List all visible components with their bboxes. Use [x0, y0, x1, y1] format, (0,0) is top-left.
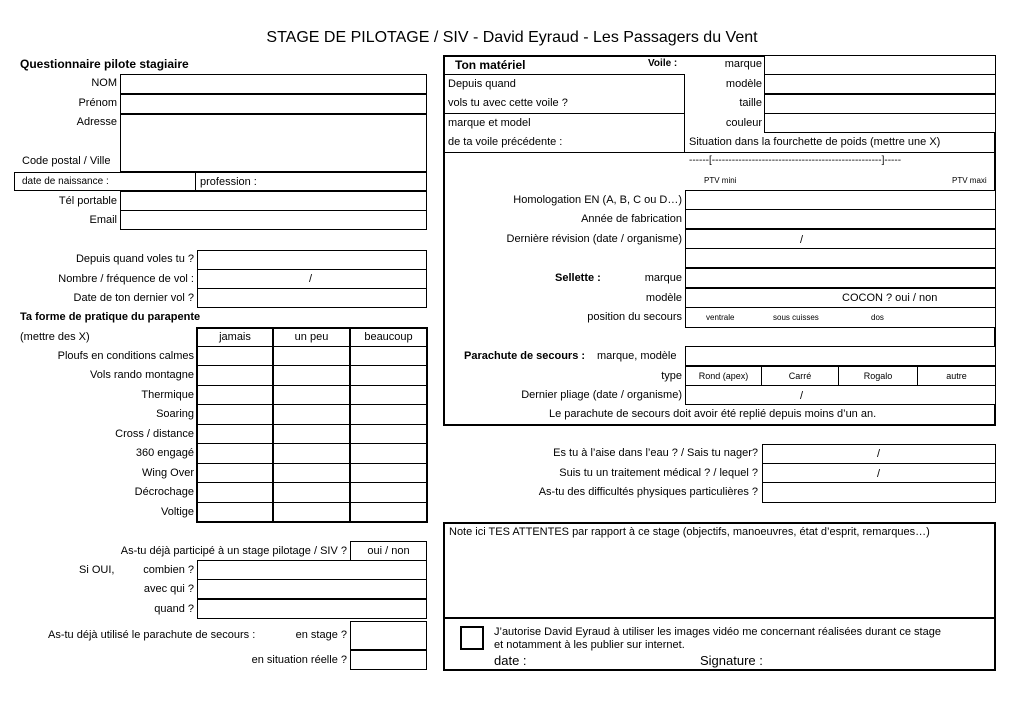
frequence-separator: / — [309, 273, 313, 285]
difficultes-label: As-tu des difficultés physiques particulières ? — [538, 486, 758, 498]
homologation-label: Homologation EN (A, B, C ou D…) — [513, 194, 682, 206]
si-oui-label: Si OUI, — [79, 564, 115, 576]
combien-label: combien ? — [143, 564, 194, 576]
marque-model-label-1: marque et model — [448, 117, 531, 129]
revision-separator: / — [800, 234, 804, 246]
sellette-label: Sellette : — [555, 272, 601, 284]
en-situation-label: en situation réelle ? — [251, 654, 347, 666]
row-label: Ploufs en conditions calmes — [57, 350, 194, 362]
autorisation-text-2: et notamment à les publier sur internet. — [494, 639, 685, 651]
materiel-blank-row — [685, 248, 996, 268]
revision-label: Dernière révision (date / organisme) — [506, 233, 682, 245]
page-title: STAGE DE PILOTAGE / SIV - David Eyraud - Les Passagers du Vent — [266, 29, 758, 46]
tel-label: Tél portable — [58, 195, 117, 207]
signature-label: Signature : — [700, 653, 763, 668]
pliage-separator: / — [800, 390, 804, 402]
type-label: type — [661, 370, 682, 382]
pratique-table — [196, 327, 428, 523]
en-stage-label: en stage ? — [295, 629, 347, 641]
voile-couleur-label: couleur — [725, 117, 762, 129]
frequence-label: Nombre / fréquence de vol : — [58, 273, 194, 285]
sellette-marque-field[interactable] — [685, 268, 996, 288]
voile-taille-label: taille — [739, 97, 762, 109]
row-label: Thermique — [141, 389, 194, 401]
voile-label: Voile : — [648, 58, 678, 69]
position-secours-label: position du secours — [587, 311, 682, 323]
voile-modele-label: modèle — [725, 78, 762, 90]
mettre-x-label: (mettre des X) — [20, 331, 90, 343]
questionnaire-heading: Questionnaire pilote stagiaire — [20, 57, 189, 71]
cocon-label[interactable]: COCON ? oui / non — [842, 292, 938, 304]
autorisation-checkbox[interactable] — [460, 626, 484, 650]
email-field[interactable] — [120, 210, 427, 230]
email-label: Email — [89, 214, 117, 226]
parachute-question-label: As-tu déjà utilisé le parachute de secours : — [48, 629, 256, 641]
sellette-marque-label: marque — [644, 272, 682, 284]
pratique-heading: Ta forme de pratique du parapente — [20, 311, 201, 323]
position-ventrale[interactable]: ventrale — [706, 313, 735, 322]
sellette-modele-label: modèle — [645, 292, 682, 304]
voile-taille-field[interactable] — [764, 94, 996, 114]
row-label: Décrochage — [134, 486, 194, 498]
pliage-label: Dernier pliage (date / organisme) — [521, 389, 682, 401]
eau-label: Es tu à l’aise dans l’eau ? / Sais tu nager? — [553, 447, 758, 459]
annee-field[interactable] — [685, 209, 996, 229]
col-jamais: jamais — [219, 331, 251, 343]
col-un-peu: un peu — [294, 331, 329, 343]
situation-label: Situation dans la fourchette de poids (mettre une X) — [689, 136, 941, 148]
code-postal-label: Code postal / Ville — [22, 155, 111, 167]
parachute-marque-field[interactable] — [685, 346, 996, 366]
depuis-quand-voile-label-1: Depuis quand — [448, 78, 516, 90]
eau-separator: / — [877, 448, 881, 460]
depuis-quand-field[interactable] — [197, 250, 427, 270]
voile-couleur-field[interactable] — [764, 113, 996, 133]
parachute-note: Le parachute de secours doit avoir été replié depuis moins d’un an. — [549, 408, 877, 420]
traitement-label: Suis tu un traitement médical ? / lequel ? — [559, 467, 758, 479]
position-sous-cuisses[interactable]: sous cuisses — [773, 313, 819, 322]
fourchette-scale[interactable]: ------[---------------------------------------------------]----- — [689, 155, 902, 166]
parachute-marque-label: marque, modèle — [597, 350, 677, 362]
profession-label: profession : — [200, 176, 257, 188]
annee-label: Année de fabrication — [581, 213, 682, 225]
parachute-label: Parachute de secours : — [464, 350, 586, 362]
type-autre[interactable]: autre — [946, 371, 967, 381]
prenom-field[interactable] — [120, 94, 427, 114]
row-label: Voltige — [160, 506, 194, 518]
type-rogalo[interactable]: Rogalo — [863, 371, 893, 381]
row-label: 360 engagé — [135, 447, 194, 459]
dernier-vol-field[interactable] — [197, 288, 427, 308]
adresse-label: Adresse — [76, 116, 117, 128]
tel-field[interactable] — [120, 191, 427, 211]
quand-label: quand ? — [154, 603, 194, 615]
nom-label: NOM — [91, 77, 117, 89]
position-dos[interactable]: dos — [871, 313, 884, 322]
combien-field[interactable] — [197, 560, 427, 580]
date-label: date : — [494, 653, 527, 668]
difficultes-field[interactable] — [762, 482, 996, 503]
avec-qui-label: avec qui ? — [143, 583, 194, 595]
voile-modele-field[interactable] — [764, 74, 996, 94]
en-situation-field[interactable] — [350, 650, 427, 670]
stage-question-label: As-tu déjà participé à un stage pilotage / SIV ? — [120, 545, 347, 557]
oui-non-label: oui / non — [367, 545, 410, 557]
materiel-heading: Ton matériel — [455, 58, 526, 72]
homologation-field[interactable] — [685, 190, 996, 210]
row-label: Vols rando montagne — [90, 369, 194, 381]
row-label: Wing Over — [142, 467, 194, 479]
nom-field[interactable] — [120, 74, 427, 94]
ptv-maxi-label: PTV maxi — [952, 176, 987, 185]
depuis-quand-voile-label-2: vols tu avec cette voile ? — [448, 97, 568, 109]
row-label: Cross / distance — [115, 428, 194, 440]
voile-marque-field[interactable] — [764, 55, 996, 75]
date-naissance-label: date de naissance : — [22, 176, 109, 187]
depuis-quand-label: Depuis quand voles tu ? — [75, 253, 194, 265]
autorisation-text-1: J’autorise David Eyraud à utiliser les images vidéo me concernant réalisées durant ce stage — [494, 626, 941, 638]
revision-field[interactable] — [685, 229, 996, 249]
ptv-mini-label: PTV mini — [704, 176, 737, 185]
quand-field[interactable] — [197, 599, 427, 619]
voile-marque-label: marque — [724, 58, 762, 70]
sellette-modele-field[interactable] — [685, 288, 996, 308]
traitement-separator: / — [877, 468, 881, 480]
attentes-label: Note ici TES ATTENTES par rapport à ce stage (objectifs, manoeuvres, état d’esprit, remarques…) — [449, 526, 930, 538]
adresse-field[interactable] — [120, 114, 427, 172]
pliage-field[interactable] — [685, 385, 996, 405]
row-label: Soaring — [156, 408, 194, 420]
col-beaucoup: beaucoup — [364, 331, 413, 343]
type-rond[interactable]: Rond (apex) — [698, 371, 749, 381]
en-stage-field[interactable] — [350, 621, 427, 650]
avec-qui-field[interactable] — [197, 579, 427, 599]
type-carre[interactable]: Carré — [788, 371, 812, 381]
dernier-vol-label: Date de ton dernier vol ? — [73, 292, 194, 304]
marque-model-label-2: de ta voile précédente : — [448, 136, 563, 148]
prenom-label: Prénom — [78, 97, 117, 109]
